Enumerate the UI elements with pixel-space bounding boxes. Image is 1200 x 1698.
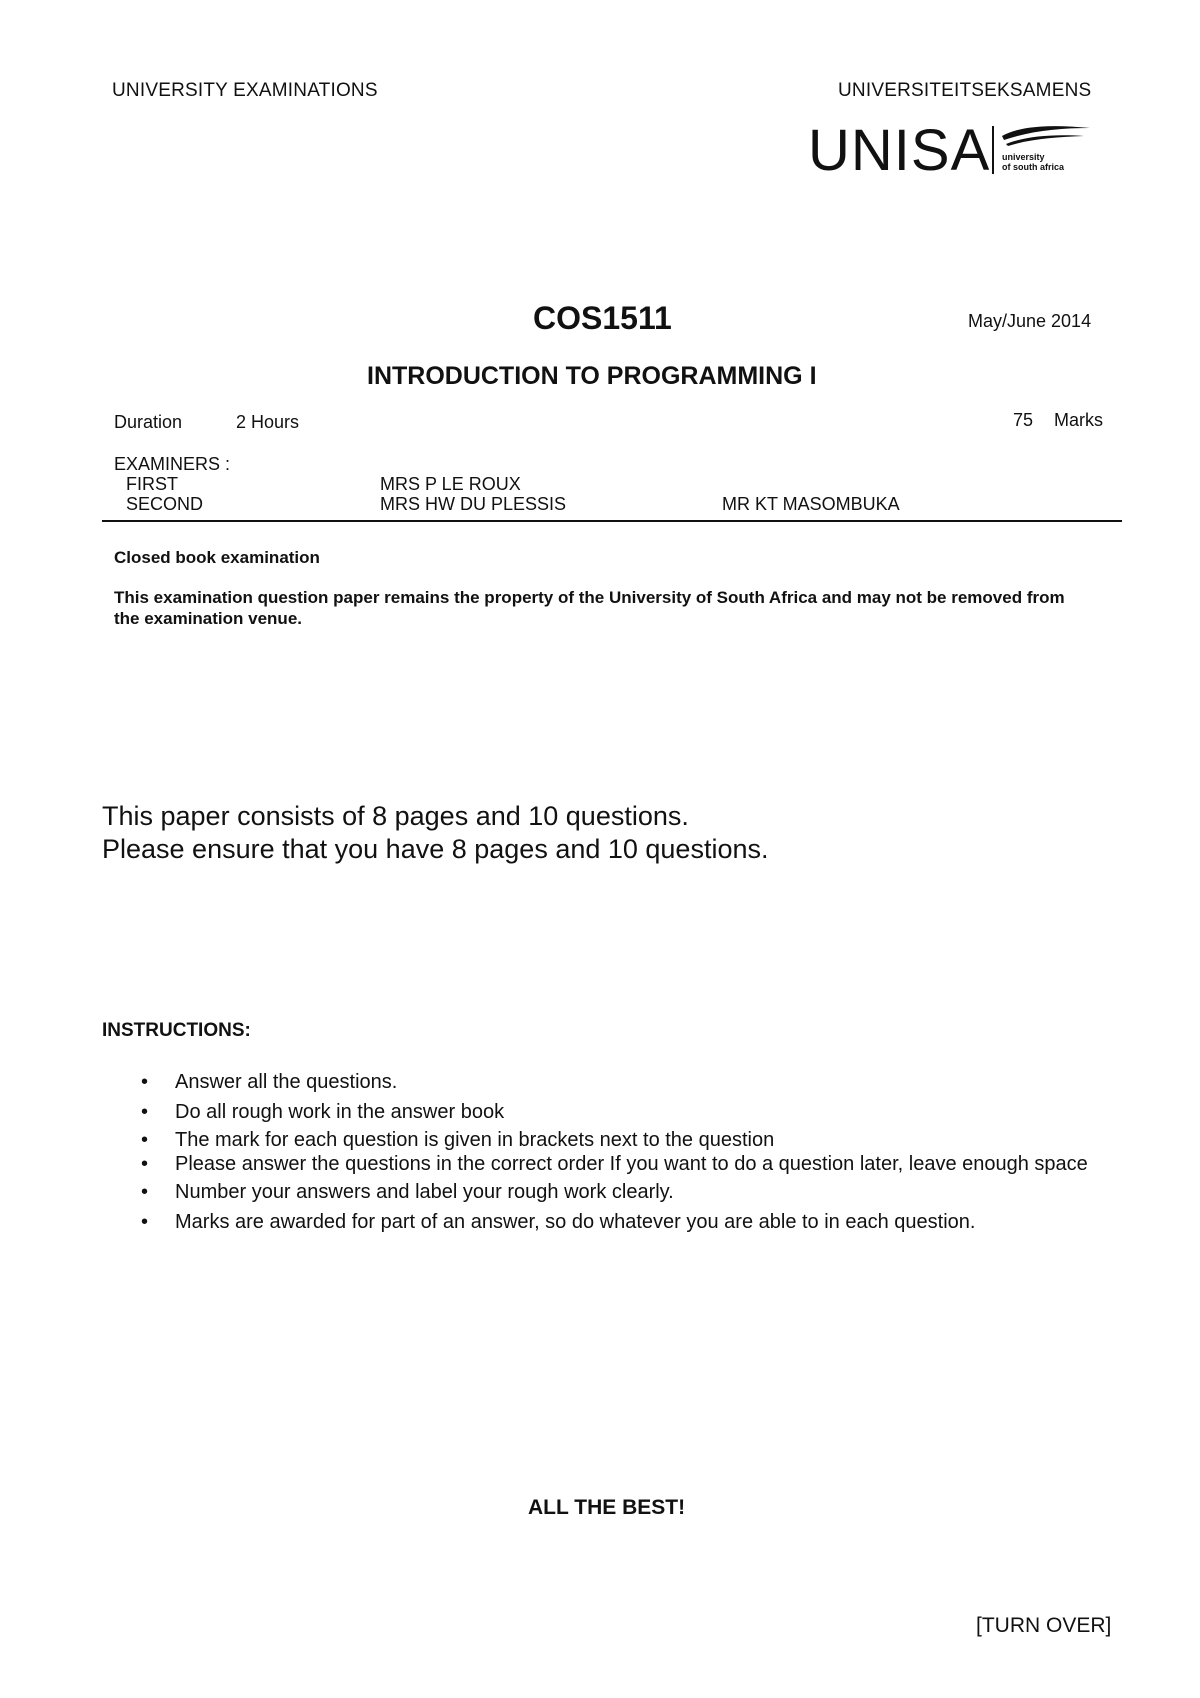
- turn-over: [TURN OVER]: [976, 1614, 1112, 1637]
- header-rule: [102, 520, 1122, 522]
- instructions-list: [104, 1071, 1104, 1233]
- examiner-second-label: SECOND: [126, 494, 204, 514]
- examiner-first-names: MRS P LE ROUX: [380, 474, 521, 494]
- unisa-logo: [808, 120, 1098, 182]
- course-code: COS1511: [533, 300, 672, 336]
- instruction-item: • The mark for each question is given in brackets next to the question: [104, 1129, 1104, 1151]
- course-title: INTRODUCTION TO PROGRAMMING I: [367, 362, 817, 390]
- duration-value: 2 Hours: [236, 412, 300, 432]
- instructions-heading: INSTRUCTIONS:: [102, 1020, 251, 1041]
- examiner-first-label: FIRST: [126, 474, 178, 494]
- logo-separator: [992, 126, 994, 174]
- instruction-item: • Answer all the questions.: [104, 1071, 1104, 1093]
- instruction-item: • Please answer the questions in the correct order If you want to do a question later, leave enough space: [104, 1153, 1104, 1175]
- paper-info-line1: This paper consists of 8 pages and 10 questions.: [102, 801, 689, 831]
- instruction-item: • Do all rough work in the answer book: [104, 1101, 1104, 1123]
- unisa-swoosh-icon: [1000, 122, 1096, 148]
- logo-tagline-1: university: [1002, 152, 1045, 162]
- marks-value: 75: [1013, 410, 1034, 430]
- examiner-second-names: MRS HW DU PLESSIS: [380, 494, 567, 514]
- marks-label: Marks: [1054, 410, 1103, 430]
- paper-info-line2: Please ensure that you have 8 pages and 10 questions.: [102, 834, 769, 864]
- examiners-heading: EXAMINERS :: [114, 454, 231, 474]
- logo-word: UNISA: [808, 118, 991, 183]
- property-note: This examination question paper remains the property of the University of South Africa and may not be removed from the examination venue.: [114, 588, 1065, 628]
- examiner-second-extra: MR KT MASOMBUKA: [722, 494, 900, 514]
- closing-message: ALL THE BEST!: [528, 1496, 686, 1519]
- exam-date: May/June 2014: [968, 311, 1092, 331]
- duration-label: Duration: [114, 412, 183, 432]
- logo-tagline-2: of south africa: [1002, 162, 1065, 172]
- header-right: UNIVERSITEITSEKSAMENS: [838, 80, 1092, 101]
- instruction-item: • Marks are awarded for part of an answer, so do whatever you are able to in each question.: [104, 1211, 1104, 1233]
- closed-book-note: Closed book examination: [114, 548, 320, 567]
- instruction-item: • Number your answers and label your rough work clearly.: [104, 1181, 1104, 1203]
- header-left: UNIVERSITY EXAMINATIONS: [112, 80, 378, 101]
